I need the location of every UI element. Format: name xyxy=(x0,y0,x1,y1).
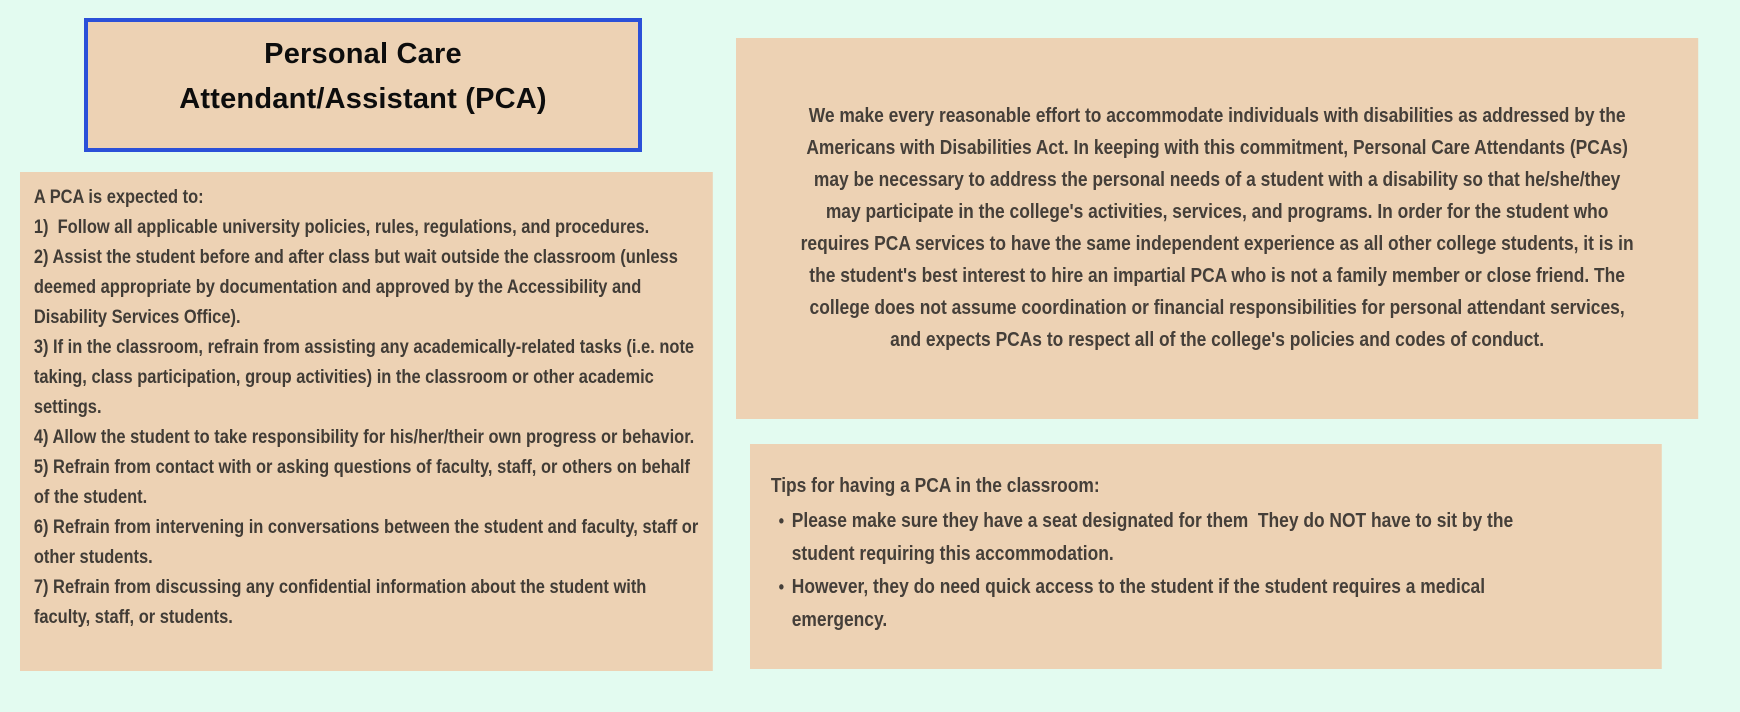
expectation-item-5: 5) Refrain from contact with or asking questions of faculty, staff, or others on behalf of the student. xyxy=(33,457,695,508)
title-box xyxy=(84,18,642,152)
tips-heading: Tips for having a PCA in the classroom: xyxy=(770,475,1100,497)
tips-panel xyxy=(750,444,1662,669)
bullet-dot-icon: • xyxy=(778,577,785,597)
expectations-heading: A PCA is expected to: xyxy=(33,187,204,208)
expectation-item-2: 2) Assist the student before and after class but wait outside the classroom (unless deemed appropriate by documentation and approved by the Accessibility and Disability Services Office). xyxy=(33,247,683,328)
policy-panel xyxy=(736,38,1698,419)
page-title-line-2: Attendant/Assistant (PCA) xyxy=(179,83,547,115)
expectations-panel xyxy=(20,172,713,671)
page-title-line-1: Personal Care xyxy=(264,38,462,70)
expectation-item-6: 6) Refrain from intervening in conversations between the student and faculty, staff or other students. xyxy=(33,517,703,568)
tips-bullet-1-text: Please make sure they have a seat designated for them They do NOT have to sit by the student requiring this accommodation. xyxy=(791,510,1518,565)
expectation-item-7: 7) Refrain from discussing any confidential information about the student with faculty, staff, or students. xyxy=(33,577,651,628)
expectation-item-4: 4) Allow the student to take responsibility for his/her/their own progress or behavior. xyxy=(33,427,695,448)
policy-paragraph: We make every reasonable effort to accommodate individuals with disabilities as addressed by the Americans with Disabilities Act. In keeping with this commitment, Personal Care Attendants (PCAs) may be necessary to address the personal needs of a student with a disability so that he/she/they may participate in the college's activities, services, and programs. In order for the student who requires PCA services to have the same independent experience as all other college students, it is in the student's best interest to hire an impartial PCA who is not a family member or close friend. The college does not assume coordination or financial responsibilities for personal attendant services, and expects PCAs to respect all of the college's policies and codes of conduct. xyxy=(800,105,1634,351)
tips-bullet-item xyxy=(771,571,1644,637)
tips-bullet-item xyxy=(771,505,1644,571)
bullet-dot-icon: • xyxy=(778,511,785,531)
expectation-item-3: 3) If in the classroom, refrain from assisting any academically-related tasks (i.e. note taking, class participation, group activities) in the classroom or other academic settings. xyxy=(33,337,699,418)
expectation-item-1: 1) Follow all applicable university policies, rules, regulations, and procedures. xyxy=(33,217,650,238)
tips-bullet-2-text: However, they do need quick access to the student if the student requires a medical emergency. xyxy=(791,576,1490,631)
